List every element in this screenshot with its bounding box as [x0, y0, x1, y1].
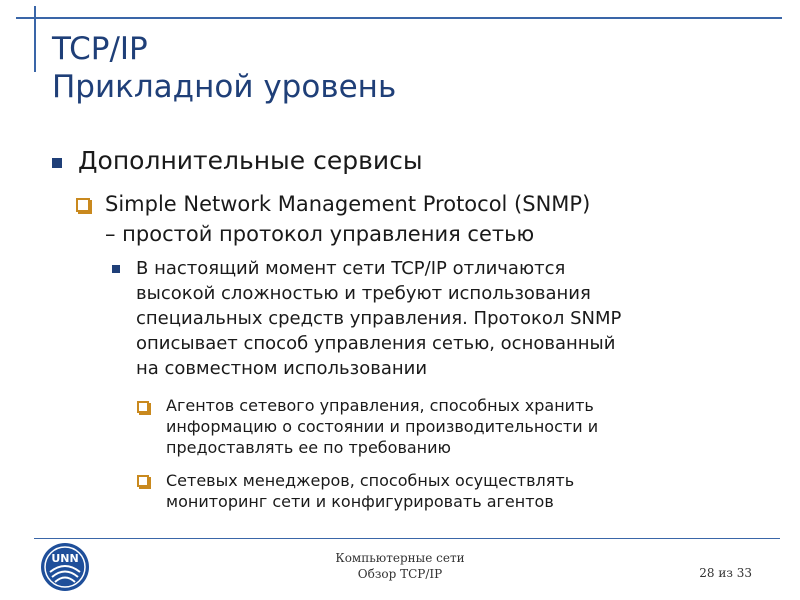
- square-bullet-icon: [112, 265, 120, 273]
- bullet-level-3-line: описывает способ управления сетью, основанный: [136, 333, 616, 354]
- checkbox-bullet-icon: [76, 198, 90, 212]
- bullet-level-4-line: Агентов сетевого управления, способных хранить: [166, 396, 594, 415]
- slide-title: [52, 30, 396, 106]
- bullet-level-3-line: на совместном использовании: [136, 358, 428, 379]
- bullet-level-4-line: мониторинг сети и конфигурировать агентов: [166, 492, 554, 511]
- square-bullet-icon: [52, 158, 62, 168]
- checkbox-bullet-icon: [137, 475, 149, 487]
- slide-title-line-2: Прикладной уровень: [52, 69, 397, 105]
- bullet-level-2-line-2: – простой протокол управления сетью: [105, 222, 535, 246]
- footer-caption: [300, 550, 500, 582]
- bullet-level-3-line: высокой сложностью и требуют использования: [136, 283, 591, 304]
- bullet-level-1: Дополнительные сервисы: [78, 146, 423, 175]
- page-number: 28 из 33: [699, 566, 752, 580]
- bullet-level-4-line: информацию о состоянии и производительности и: [166, 417, 599, 436]
- left-rule: [34, 6, 36, 72]
- footer-topic: Обзор TCP/IP: [357, 567, 443, 581]
- logo-text: UNN: [51, 552, 79, 565]
- bullet-level-2-line-1: Simple Network Management Protocol (SNMP): [105, 192, 591, 216]
- bullet-level-3-line: специальных средств управления. Протокол SNMP: [136, 308, 622, 329]
- checkbox-bullet-icon: [137, 401, 149, 413]
- bullet-level-4-managers: [166, 470, 574, 512]
- bullet-level-4-line: Сетевых менеджеров, способных осуществлять: [166, 471, 575, 490]
- bullet-level-3-line: В настоящий момент сети TCP/IP отличаются: [136, 258, 566, 279]
- bullet-level-4-agents: [166, 395, 598, 458]
- footer-course: Компьютерные сети: [335, 551, 465, 565]
- slide-title-line-1: TCP/IP: [52, 31, 148, 67]
- top-rule: [16, 17, 782, 19]
- bullet-level-4-line: предоставлять ее по требованию: [166, 438, 451, 457]
- university-logo-icon: [40, 542, 90, 592]
- bullet-level-3: [136, 256, 621, 381]
- bottom-rule: [34, 538, 780, 539]
- bullet-level-2: [105, 189, 590, 249]
